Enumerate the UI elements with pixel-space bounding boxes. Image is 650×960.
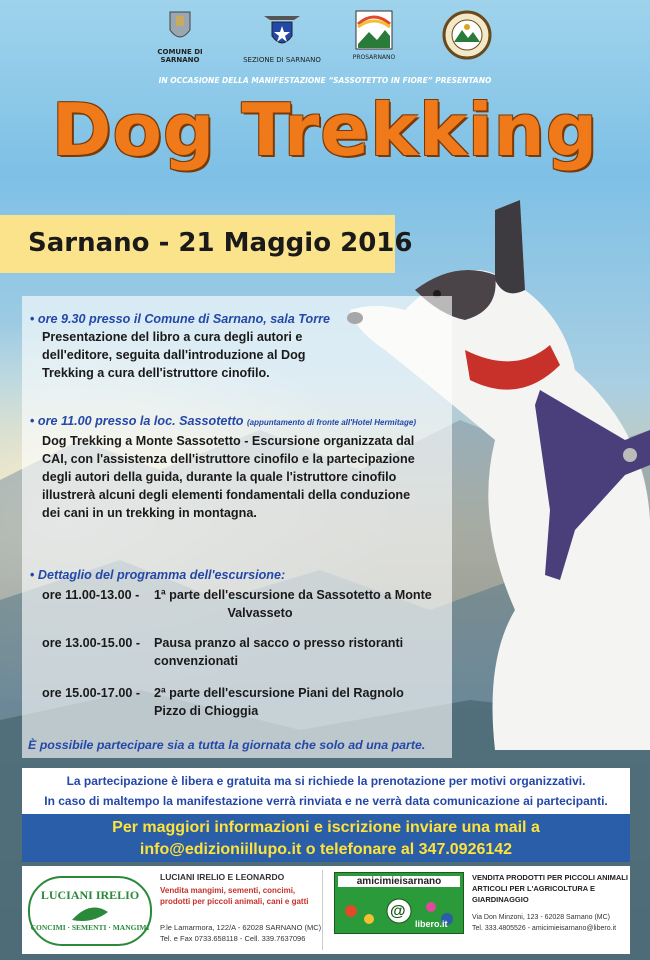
schedule-row [42,634,452,670]
bullet-icon: • [30,312,38,326]
schedule-desc: Valvasseto [227,606,293,620]
cai-logo: SEZIONE DI SARNANO [242,10,322,64]
info-line: La partecipazione è libera e gratuita ma si richiede la prenotazione per motivi organizzativi. [66,774,586,788]
schedule-time: ore 11.00-13.00 - [42,588,140,602]
bullet-icon: • [30,414,38,428]
logo-row [150,10,510,70]
item2-line: dei cani in un trekking in montagna. [42,506,257,520]
prosarnano-logo: PROSARNANO [344,10,404,62]
round-badge-icon [442,10,492,60]
item2-line: illustrerà alcuni degli elementi fondamentali della conduzione [42,488,411,502]
schedule-desc: 1ª parte dell'escursione da Sassotetto a Monte [154,588,432,602]
bullet-icon: • [30,568,38,582]
program-item-3 [30,566,455,584]
schedule-desc: Pizzo di Chioggia [154,704,259,718]
round-logo [440,10,494,64]
item2-line: CAI, con l'assistenza dell'istruttore cinofilo e la partecipazione [42,452,415,466]
info-line: In caso di maltempo la manifestazione verrà rinviata e ne verrà data comunicazione ai partecipanti. [44,794,608,808]
contact-line: Per maggiori informazioni e iscrizione inviare una mail a [112,819,540,836]
leaf-icon [70,904,110,922]
schedule-desc: convenzionati [154,654,238,668]
schedule-desc: Pausa pranzo al sacco o presso ristoranti [154,636,404,650]
contact-bar [22,814,630,862]
contact-line: info@edizioniillupo.it o telefonare al 347.0926142 [139,841,513,858]
sponsor-strip [22,866,630,954]
item1-heading: ore 9.30 presso il Comune di Sarnano, sala Torre [37,312,331,326]
item2-line: Dog Trekking a Monte Sassotetto - Escursione organizzata dal [42,434,415,448]
schedule-desc: 2ª parte dell'escursione Piani del Ragnolo [154,686,404,700]
sponsor1-name: LUCIANI IRELIO E LEONARDO [160,872,285,882]
comune-logo: COMUNE DI SARNANO [150,10,210,64]
sponsor1-desc: Vendita mangimi, sementi, concimi, prodotti per piccoli animali, cani e gatti [160,886,309,906]
ribbon-text: IN OCCASIONE DELLA MANIFESTAZIONE “SASSOTETTO IN FIORE” PRESENTANO [158,76,492,85]
comune-crest-icon [167,10,193,44]
sponsor2-desc: VENDITA PRODOTTI PER PICCOLI ANIMALI ARTICOLI PER L'AGRICOLTURA E GIARDINAGGIO [472,873,628,904]
item2-heading: ore 11.00 presso la loc. Sassotetto [37,414,244,428]
prosarnano-mountain-icon [355,10,393,50]
sponsor1-address: P.le Lamarmora, 122/A - 62028 SARNANO (MC) Tel. e Fax 0733.658118 - Cell. 339.7637096 [160,923,322,943]
closing-note: È possibile partecipare sia a tutta la giornata che solo ad una parte. [28,738,426,752]
info-box [22,768,630,814]
item2-line: degli autori della guida, durante la quale l'istruttore cinofilo [42,470,397,484]
schedule-time: ore 15.00-17.00 - [42,686,141,700]
item1-line: Presentazione del libro a cura degli autori e [42,330,303,344]
item1-line: dell'editore, seguita dall'introduzione al Dog [42,348,306,362]
schedule-row [42,684,452,720]
schedule-row [42,586,452,622]
cai-emblem-icon [260,10,304,52]
item3-heading: Dettaglio del programma dell'escursione: [37,568,286,582]
schedule-time: ore 13.00-15.00 - [42,636,141,650]
page-title: Dog Trekking [51,88,599,172]
program-item-2 [30,412,455,522]
sponsor-divider [322,870,323,950]
amicimiei-logo: amicimieisarnano @ libero.it [334,872,464,934]
event-date: Sarnano - 21 Maggio 2016 [28,228,413,258]
luciani-logo: LUCIANI IRELIO CONCIMI · SEMENTI · MANGIMI [28,876,152,946]
program-item-1 [30,310,455,382]
item2-note: (appuntamento di fronte all'Hotel Hermitage) [246,418,417,427]
item1-line: Trekking a cura dell'istruttore cinofilo. [42,366,270,380]
sponsor2-address: Via Don Minzoni, 123 - 62028 Sarnano (MC) Tel. 333.4805526 - amicimieisarnano@libero.it [472,914,617,932]
